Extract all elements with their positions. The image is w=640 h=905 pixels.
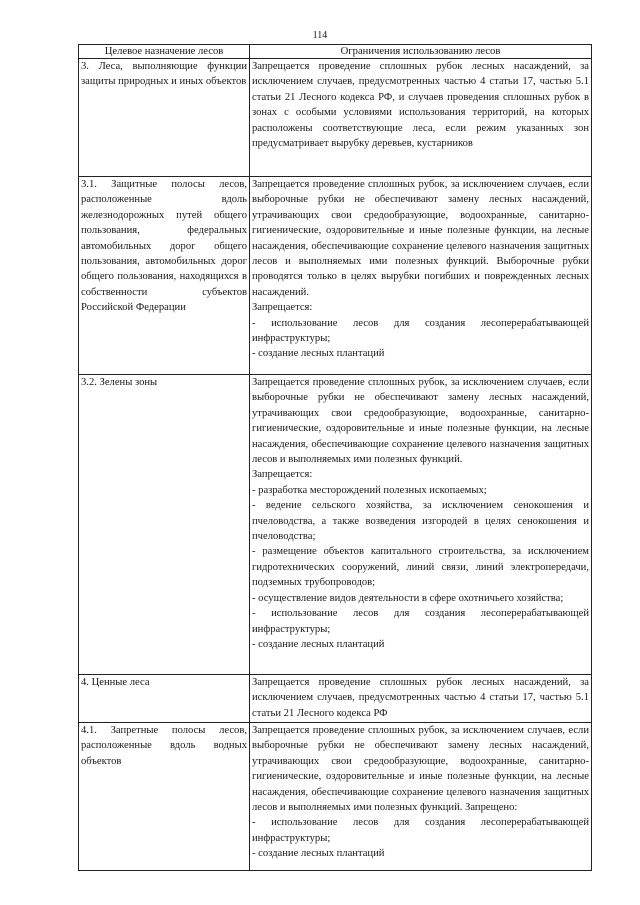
forest-restrictions-table xyxy=(78,44,592,871)
purpose-cell: 3. Леса, выполняющие функции защиты природных и иных объектов xyxy=(79,59,250,177)
restriction-text: Запрещается: xyxy=(252,469,313,481)
restriction-cell xyxy=(250,59,592,177)
restriction-text: Запрещается: xyxy=(252,302,313,314)
table-row xyxy=(79,723,592,871)
restriction-text: Запрещается проведение сплошных рубок лесных насаждений, за исключением случаев, предусмотренных частью 4 статьи 17, частью 5.1 статьи 21 Лесного кодекса РФ xyxy=(252,677,589,719)
restriction-text: - использование лесов для создания лесоперерабатывающей инфраструктуры; xyxy=(252,817,589,844)
restriction-text: - использование лесов для создания лесоперерабатывающей инфраструктуры; xyxy=(252,608,589,635)
restriction-text: - создание лесных плантаций xyxy=(252,348,385,360)
table-row xyxy=(79,375,592,675)
table-header-row xyxy=(79,45,592,59)
header-purpose: Целевое назначение лесов xyxy=(79,45,250,59)
restriction-text: Запрещается проведение сплошных рубок, за исключением случаев, если выборочные рубки не обеспечивают замену лесных насаждений, утрачивающих свои средообразующие, водоохранные, санитарно-гигиенические, оздоровительные и иные полезные функции, на лесные насаждения, обеспечивающие сохранение целевого назначения защитных лесов и выполняемых ими полезных функций. Выборочные рубки проводятся только в целях вырубки погибших и поврежденных лесных насаждений. xyxy=(252,179,589,298)
purpose-cell: 3.2. Зелены зоны xyxy=(79,375,250,675)
restriction-text: - осуществление видов деятельности в сфере охотничьего хозяйства; xyxy=(252,592,564,604)
restriction-text: - использование лесов для создания лесоперерабатывающей инфраструктуры; xyxy=(252,317,589,345)
header-restrictions: Ограничения использованию лесов xyxy=(250,45,592,59)
purpose-cell: 3.1. Защитные полосы лесов, расположенные вдоль железнодорожных путей общего пользования, федеральных автомобильных дорог общего пользования, автомобильных дорог общего пользования, находящихся в собственности субъектов Российской Федерации xyxy=(79,177,250,375)
restriction-text: - создание лесных плантаций xyxy=(252,638,385,650)
table-row xyxy=(79,675,592,723)
restriction-text: - разработка месторождений полезных ископаемых; xyxy=(252,484,487,496)
restriction-text: Запрещается проведение сплошных рубок лесных насаждений, за исключением случаев, предусмотренных частью 4 статьи 17, частью 5.1 статьи 21 Лесного кодекса РФ, и случаев проведения сплошных рубок в зонах с особыми условиями использования территорий, на которых расположены соответствующие леса, если режим указанных зон предусматривает вырубку деревьев, кустарников xyxy=(252,61,589,150)
restriction-text: Запрещается проведение сплошных рубок, за исключением случаев, если выборочные рубки не обеспечивают замену лесных насаждений, утрачивающих свои средообразующие, водоохранные, санитарно-гигиенические, оздоровительные и иные полезные функции, на лесные насаждения, обеспечивающие сохранение целевого назначения защитных лесов и выполняемых ими полезных функций. xyxy=(252,377,589,466)
page-number: 114 xyxy=(312,30,328,41)
restriction-text: - размещение объектов капитального строительства, за исключением гидротехнических сооружений, линий связи, линий электропередачи, подземных трубопроводов; xyxy=(252,546,589,589)
table-row xyxy=(79,59,592,177)
restriction-text: - ведение сельского хозяйства, за исключением сенокошения и пчеловодства, а также возведения изгородей в целях сенокошения и пчеловодства; xyxy=(252,500,589,543)
restriction-text: - создание лесных плантаций xyxy=(252,848,385,860)
purpose-cell: 4.1. Запретные полосы лесов, расположенные вдоль водных объектов xyxy=(79,723,250,871)
restriction-cell xyxy=(250,675,592,723)
table-row xyxy=(79,177,592,375)
restriction-cell xyxy=(250,723,592,871)
purpose-cell: 4. Ценные леса xyxy=(79,675,250,723)
restriction-text: Запрещается проведение сплошных рубок, за исключением случаев, если выборочные рубки не обеспечивают замену лесных насаждений, утрачивающих свои средообразующие, водоохранные, санитарно-гигиенические, оздоровительные и иные полезные функции, на лесные насаждения, обеспечивающие сохранение целевого назначения защитных лесов и выполняемых ими полезных функций. Запрещено: xyxy=(252,725,589,814)
restriction-cell xyxy=(250,177,592,375)
restriction-cell xyxy=(250,375,592,675)
